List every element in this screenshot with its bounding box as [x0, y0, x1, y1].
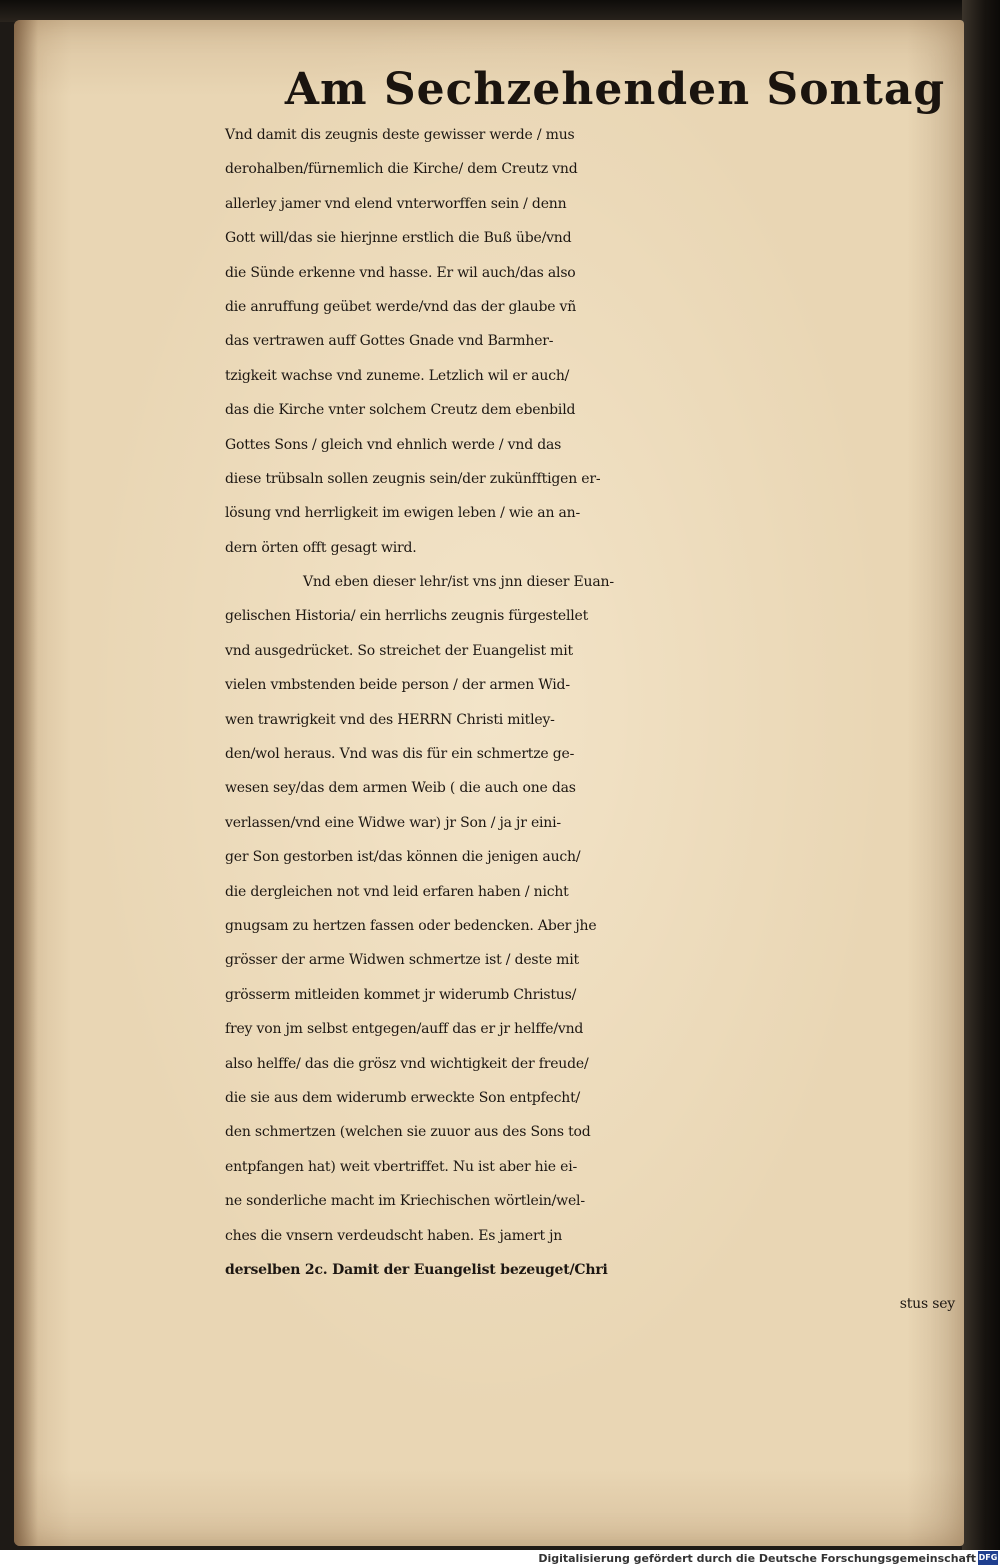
text-line: vnd ausgedrücket. So streichet der Euangelist mit: [225, 642, 573, 659]
text-line: den schmertzen (welchen sie zuuor aus des Sons tod: [225, 1124, 591, 1141]
text-line: lösung vnd herrligkeit im ewigen leben / wie an an-: [225, 505, 581, 522]
text-line: derselben 2c. Damit der Euangelist bezeuget/Chri: [225, 1261, 608, 1278]
text-line: wen trawrigkeit vnd des HERRN Christi mitley-: [225, 711, 555, 728]
text-line: Gottes Sons / gleich vnd ehnlich werde / vnd das: [225, 436, 562, 453]
running-head: Am Sechzehenden Sontag: [284, 64, 946, 115]
text-line: die Sünde erkenne vnd hasse. Er wil auch/das also: [225, 264, 576, 281]
text-line: Gott will/das sie hierjnne erstlich die Buß übe/vnd: [225, 230, 572, 247]
text-block: [225, 62, 965, 1322]
text-line: ches die vnsern verdeudscht haben. Es jamert jn: [225, 1227, 563, 1244]
text-line: stus sey: [899, 1296, 955, 1313]
text-line: das die Kirche vnter solchem Creutz dem ebenbild: [225, 402, 576, 419]
text-line: Vnd eben dieser lehr/ist vns jnn dieser Euan-: [303, 574, 614, 591]
text-line: wesen sey/das dem armen Weib ( die auch one das: [225, 780, 576, 797]
body-text: [225, 118, 965, 1322]
text-line: verlassen/vnd eine Widwe war) jr Son / ja jr eini-: [225, 814, 561, 831]
book-fore-edge: [962, 0, 1000, 1550]
text-line: die dergleichen not vnd leid erfaren haben / nicht: [225, 883, 569, 900]
dfg-logo: DFG: [978, 1551, 998, 1565]
text-line: derohalben/fürnemlich die Kirche/ dem Creutz vnd: [225, 161, 578, 178]
text-line: die anruffung geübet werde/vnd das der glaube vñ: [225, 298, 577, 315]
scan-top-edge: [0, 0, 1000, 22]
text-line: entpfangen hat) weit vbertriffet. Nu ist aber hie ei-: [225, 1158, 578, 1175]
text-line: allerley jamer vnd elend vnterworffen sein / denn: [225, 195, 567, 212]
text-line: frey von jm selbst entgegen/auff das er jr helffe/vnd: [225, 1021, 584, 1038]
text-line: dern örten offt gesagt wird.: [225, 539, 417, 556]
text-line: also helffe/ das die grösz vnd wichtigkeit der freude/: [225, 1055, 589, 1072]
text-line: die sie aus dem widerumb erweckte Son entpfecht/: [225, 1089, 581, 1106]
text-line: vielen vmbstenden beide person / der armen Wid-: [225, 677, 570, 694]
funding-credit: Digitalisierung gefördert durch die Deutsche Forschungsgemeinschaft: [538, 1552, 976, 1565]
text-line: den/wol heraus. Vnd was dis für ein schmertze ge-: [225, 746, 575, 763]
text-line: ger Son gestorben ist/das können die jenigen auch/: [225, 849, 581, 866]
text-line: ne sonderliche macht im Kriechischen wörtlein/wel-: [225, 1193, 585, 1210]
text-line: gelischen Historia/ ein herrlichs zeugnis fürgestellet: [225, 608, 589, 625]
spine-shadow: [14, 20, 38, 1546]
text-line: diese trübsaln sollen zeugnis sein/der zukünfftigen er-: [225, 470, 601, 487]
text-line: grösser der arme Widwen schmertze ist / deste mit: [225, 952, 579, 969]
text-line: tzigkeit wachse vnd zuneme. Letzlich wil er auch/: [225, 367, 570, 384]
text-line: grösserm mitleiden kommet jr widerumb Christus/: [225, 986, 577, 1003]
text-line: das vertrawen auff Gottes Gnade vnd Barmher-: [225, 333, 554, 350]
text-line: gnugsam zu hertzen fassen oder bedencken. Aber jhe: [225, 917, 597, 934]
text-line: Vnd damit dis zeugnis deste gewisser werde / mus: [225, 127, 575, 143]
